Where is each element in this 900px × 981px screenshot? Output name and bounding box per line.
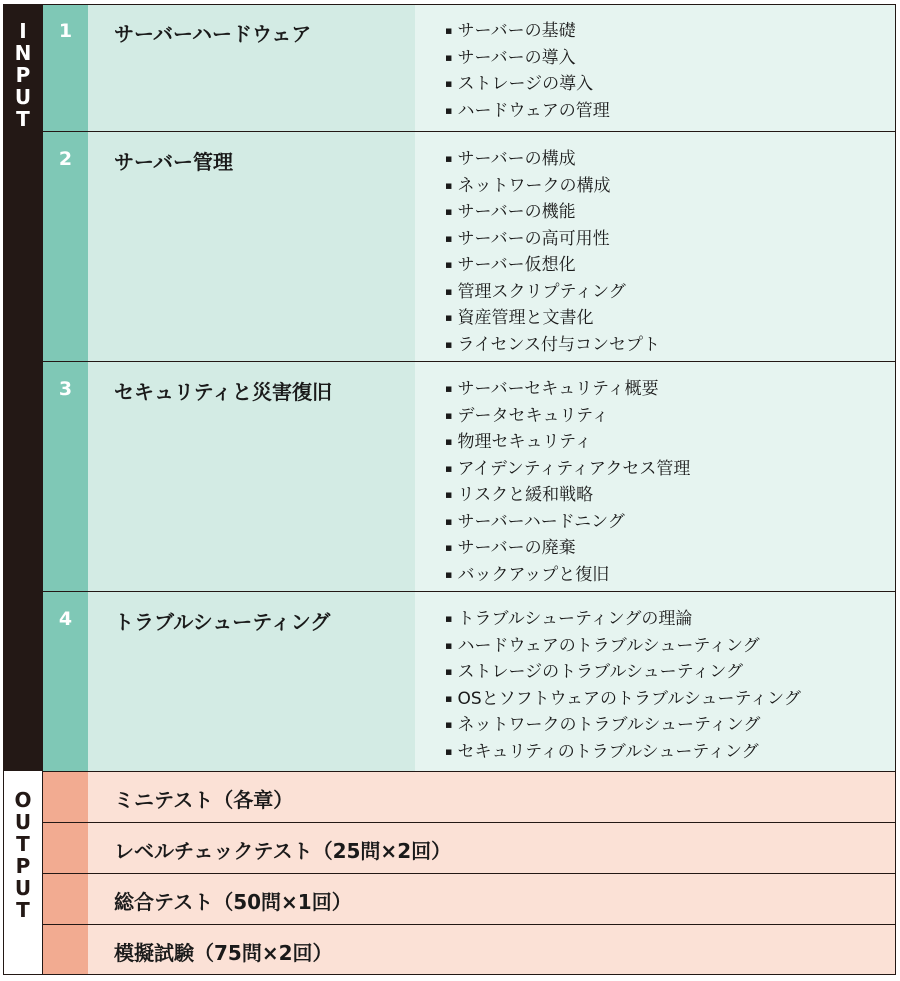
- topic-item: ▪ サーバーの機能: [445, 199, 660, 226]
- topic-item: ▪ データセキュリティ: [445, 403, 690, 430]
- topic-item: ▪ ハードウェアの管理: [445, 98, 610, 125]
- topic-item: ▪ サーバーの導入: [445, 45, 610, 72]
- topic-item: ▪ 管理スクリプティング: [445, 279, 660, 306]
- output-title: レベルチェックテスト（25問×2回）: [114, 839, 452, 863]
- topic-item: ▪ セキュリティのトラブルシューティング: [445, 739, 801, 766]
- section-title: サーバー管理: [114, 150, 233, 174]
- topic-item: ▪ 資産管理と文書化: [445, 305, 660, 332]
- topic-item: ▪ リスクと緩和戦略: [445, 482, 690, 509]
- topic-item: ▪ ストレージのトラブルシューティング: [445, 659, 801, 686]
- topic-item: ▪ サーバーの構成: [445, 146, 660, 173]
- topic-item: ▪ サーバーの基礎: [445, 18, 610, 45]
- section-title: セキュリティと災害復旧: [114, 380, 332, 404]
- output-title: 模擬試験（75問×2回）: [114, 941, 333, 965]
- input-label-text: I N P U T: [14, 19, 32, 131]
- topic-item: ▪ ネットワークの構成: [445, 173, 660, 200]
- section-number: 1: [43, 4, 88, 131]
- table-frame: [3, 4, 896, 975]
- section-number: 3: [43, 362, 88, 591]
- topic-item: ▪ OSとソフトウェアのトラブルシューティング: [445, 686, 801, 713]
- topic-item: ▪ ライセンス付与コンセプト: [445, 332, 660, 359]
- topic-item: ▪ ネットワークのトラブルシューティング: [445, 712, 801, 739]
- topic-item: ▪ アイデンティティアクセス管理: [445, 456, 690, 483]
- section-title: サーバーハードウェア: [114, 22, 312, 46]
- topic-item: ▪ サーバー仮想化: [445, 252, 660, 279]
- section-number: 2: [43, 132, 88, 361]
- topic-item: ▪ ハードウェアのトラブルシューティング: [445, 633, 801, 660]
- output-title: ミニテスト（各章）: [114, 788, 294, 812]
- section-number: 4: [43, 592, 88, 771]
- topic-item: ▪ サーバーセキュリティ概要: [445, 376, 690, 403]
- topic-item: ▪ ストレージの導入: [445, 71, 610, 98]
- topic-item: ▪ バックアップと復旧: [445, 562, 690, 589]
- section-title: トラブルシューティング: [114, 610, 331, 634]
- topic-item: ▪ サーバーの高可用性: [445, 226, 660, 253]
- topic-item: ▪ サーバーの廃棄: [445, 535, 690, 562]
- output-label-text: O U T P U T: [14, 788, 32, 922]
- output-title: 総合テスト（50問×1回）: [114, 890, 352, 914]
- topic-item: ▪ トラブルシューティングの理論: [445, 606, 801, 633]
- topic-item: ▪ 物理セキュリティ: [445, 429, 690, 456]
- topic-item: ▪ サーバーハードニング: [445, 509, 690, 536]
